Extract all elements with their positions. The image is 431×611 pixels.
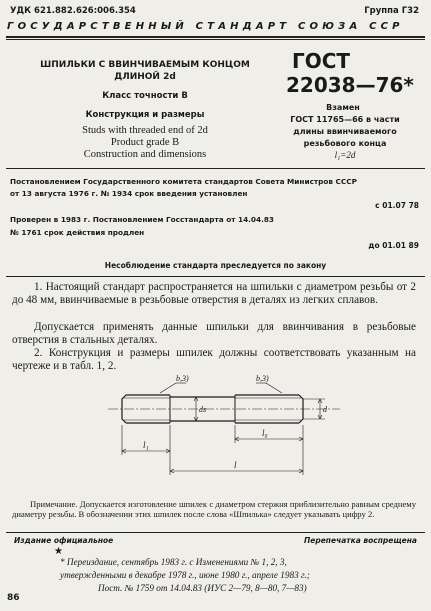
stud-drawing xyxy=(0,375,431,495)
title-rule xyxy=(6,168,425,169)
drawing-note: Примечание. Допускается изготовление шпилек с диаметром стержня приблизительно равным среднему диаметру резьбы. В обозначении этих шпилек после слова «Шпилька» следует указывать цифру 2. xyxy=(12,499,416,520)
header-rule-top xyxy=(6,36,425,38)
title-ru-line1: ШПИЛЬКИ С ВВИНЧИВАЕМЫМ КОНЦОМ xyxy=(40,60,250,70)
replaces-label: Взамен xyxy=(326,103,360,112)
title-en-line2: Product grade B xyxy=(110,137,180,148)
label-l0: l₀ xyxy=(262,428,268,438)
label-d: d xyxy=(323,405,327,414)
reprint-prohibited: Перепечатка воспрещена xyxy=(303,536,417,545)
precision-class: Класс точности В xyxy=(102,91,188,101)
title-en-line1: Studs with threaded end of 2d xyxy=(82,125,208,136)
udk-code: УДК 621.882.626:006.354 xyxy=(10,6,136,16)
law-warning: Несоблюдение стандарта преследуется по закону xyxy=(104,261,327,270)
decree-rule xyxy=(6,276,425,277)
check-line1: Проверен в 1983 г. Постановлением Госстандарта от 14.04.83 xyxy=(10,215,274,224)
star-mark: ★ xyxy=(54,546,63,557)
decree-date-until: до 01.01 89 xyxy=(368,241,419,250)
decree-line1: Постановлением Государственного комитета стандартов Совета Министров СССР xyxy=(10,177,357,186)
gost-number: 22038—76* xyxy=(286,73,414,97)
footnote-line1: * Переиздание, сентябрь 1983 г. с Изменениями № 1, 2, 3, xyxy=(60,557,287,567)
footer-rule xyxy=(6,532,425,533)
header-rule-bottom xyxy=(6,39,425,40)
replaces-line2: длины ввинчиваемого xyxy=(293,127,397,136)
group-code: Группа Г32 xyxy=(364,6,419,16)
paragraph-2: Допускается применять данные шпильки для ввинчивания в резьбовые отверстия в стальных деталях. xyxy=(12,321,416,347)
replaces-line3: резьбового конца xyxy=(303,139,387,148)
design-heading: Конструкция и размеры xyxy=(85,110,205,120)
footnote-line3: Пост. № 1759 от 14.04.83 (ИУС 2—79, 8—80, 7—83) xyxy=(98,583,307,593)
label-b-right: b,3) xyxy=(256,375,269,383)
title-en-line3: Construction and dimensions xyxy=(83,149,207,160)
paragraph-1: 1. Настоящий стандарт распространяется на шпильки с диаметром резьбы от 2 до 48 мм, ввинчиваемые в резьбовые отверстия в деталях из легких сплавов. xyxy=(12,281,416,307)
decree-line2: от 13 августа 1976 г. № 1934 срок введения установлен xyxy=(10,189,248,198)
replaces-line4: l₁=2d xyxy=(334,150,356,160)
footnote-line2: утвержденными в декабре 1978 г., июне 1980 г., апреле 1983 г.; xyxy=(60,570,310,580)
paragraph-3: 2. Конструкция и размеры шпилек должны соответствовать указанным на чертеже и в табл. 1, 2. xyxy=(12,347,416,373)
label-ds: ds xyxy=(199,405,207,414)
official-edition: Издание официальное xyxy=(14,536,114,545)
title-ru-line2: ДЛИНОЙ 2d xyxy=(114,72,176,82)
standard-banner: ГОСУДАРСТВЕННЫЙ СТАНДАРТ СОЮЗА ССР xyxy=(7,21,404,32)
label-l1: l₁ xyxy=(143,440,149,450)
page-number: 86 xyxy=(7,593,20,603)
label-l: l xyxy=(234,460,237,470)
decree-date-in: с 01.07 78 xyxy=(375,201,419,210)
replaces-line1: ГОСТ 11765—66 в части xyxy=(290,115,400,124)
label-b-left: b,3) xyxy=(176,375,189,383)
gost-label: ГОСТ xyxy=(292,49,351,73)
check-line2: № 1761 срок действия продлен xyxy=(10,228,145,237)
